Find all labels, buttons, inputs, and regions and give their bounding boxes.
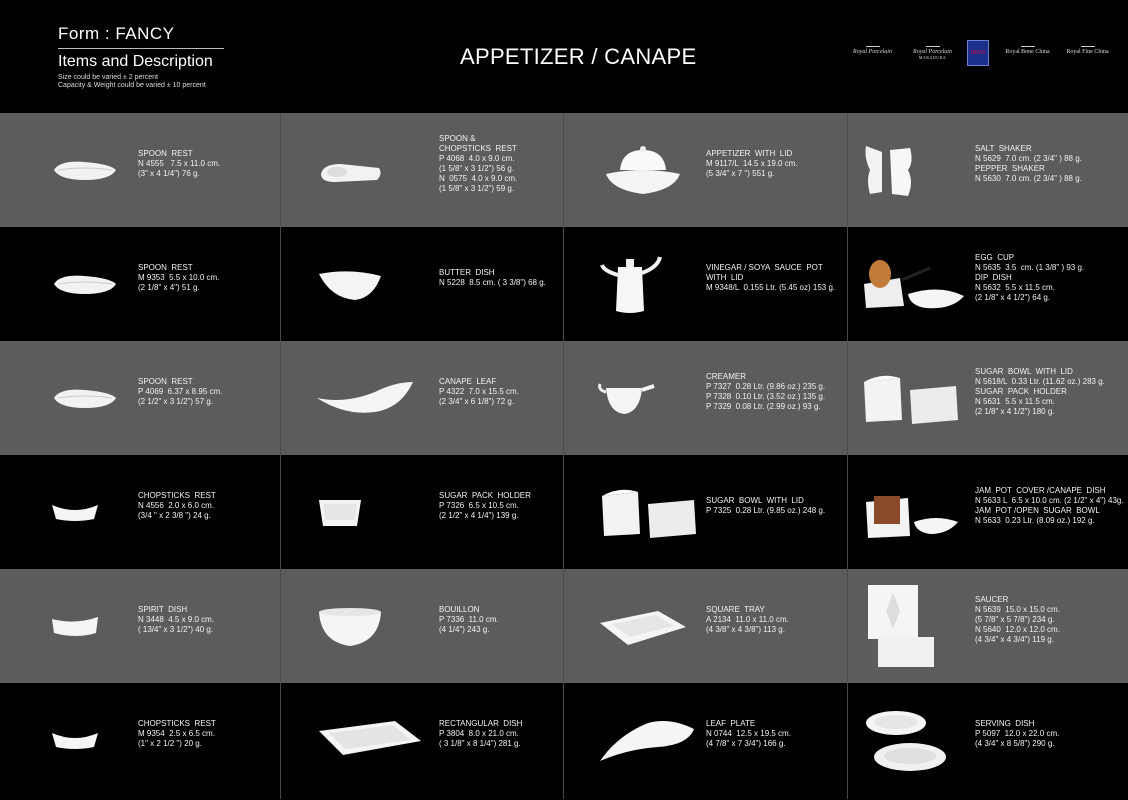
spoon-rest-icon xyxy=(50,378,120,423)
product-row xyxy=(0,227,1128,341)
product-cell xyxy=(0,341,280,455)
product-description xyxy=(706,496,825,516)
sugar-bowl-icon xyxy=(860,368,970,433)
product-spec: (2 1/8" x 4") 51 g. xyxy=(138,283,200,292)
product-cell xyxy=(563,341,847,455)
product-cell xyxy=(847,341,1128,455)
product-cell xyxy=(280,227,563,341)
product-spec: (4 3/4" x 8 5/8") 290 g. xyxy=(975,739,1055,748)
product-description xyxy=(706,605,789,635)
product-description xyxy=(138,491,216,521)
product-spec: P 7326 6.5 x 10.5 cm. xyxy=(439,501,519,510)
product-description xyxy=(706,149,798,179)
product-name: CANAPE LEAF xyxy=(439,377,497,386)
product-name: SPOON REST xyxy=(138,377,193,386)
divider xyxy=(58,48,224,49)
product-row xyxy=(0,683,1128,797)
product-cell xyxy=(847,683,1128,797)
product-name: CHOPSTICKS REST xyxy=(138,491,216,500)
brand-logo-devo: DEVO xyxy=(967,40,989,66)
product-spec: N 0575 4.0 x 9.0 cm. xyxy=(439,174,518,183)
product-name: SPOON REST xyxy=(138,263,193,272)
product-spec: N 4555 7.5 x 11.0 cm. xyxy=(138,159,221,168)
appetizer-with-lid-icon xyxy=(598,140,688,205)
product-name: RECTANGULAR DISH xyxy=(439,719,523,728)
sugar-pack-holder-icon xyxy=(315,494,365,535)
product-name: SPOON & xyxy=(439,134,476,143)
sauce-pot-icon xyxy=(598,249,668,324)
product-spec: N 5629 7.0 cm. (2 3/4" ) 88 g. xyxy=(975,154,1082,163)
brand-logo-royal-bone-china: Royal Bone China xyxy=(1000,40,1055,70)
salt-pepper-shaker-icon xyxy=(860,140,920,205)
egg-cup-icon xyxy=(860,254,970,319)
product-name: SPIRIT DISH xyxy=(138,605,188,614)
product-description xyxy=(439,719,522,749)
product-row xyxy=(0,569,1128,683)
product-spec: M 9117/L 14.5 x 19.0 cm. xyxy=(706,159,798,168)
product-spec: N 3448 4.5 x 9.0 cm. xyxy=(138,615,215,624)
product-spec: (4 3/8" x 4 3/8") 113 g. xyxy=(706,625,785,634)
product-spec: P 4068 4.0 x 9.0 cm. xyxy=(439,154,515,163)
jam-pot-icon xyxy=(860,482,960,547)
leaf-plate-icon xyxy=(598,715,698,770)
brand-logo-royal-fine-china: Royal Fine China xyxy=(1060,40,1115,70)
product-name: SUGAR BOWL WITH LID xyxy=(706,496,804,505)
product-cell xyxy=(847,227,1128,341)
product-description xyxy=(138,605,214,635)
product-spec: P 7325 0.28 Ltr. (9.85 oz.) 248 g. xyxy=(706,506,826,515)
bouillon-icon xyxy=(315,604,385,653)
chopsticks-rest-icon xyxy=(50,725,100,760)
product-spec: M 9348/L 0.155 Ltr. (5.45 oz) 153 g. xyxy=(706,283,836,292)
product-description xyxy=(975,367,1105,417)
product-name: SPOON REST xyxy=(138,149,193,158)
product-cell xyxy=(563,227,847,341)
product-spec: N 4556 2.0 x 6.0 cm. xyxy=(138,501,215,510)
product-spec: WITH LID xyxy=(706,273,744,282)
product-row xyxy=(0,341,1128,455)
product-name: JAM POT COVER /CANAPE DISH xyxy=(975,486,1106,495)
serving-dish-icon xyxy=(860,705,950,780)
product-cell xyxy=(847,113,1128,227)
product-spec: N 5632 5.5 x 11.5 cm. xyxy=(975,283,1055,292)
product-spec: (2 1/2" x 3 1/2") 57 g. xyxy=(138,397,214,406)
product-spec: ( 13/4" x 3 1/2") 40 g. xyxy=(138,625,214,634)
page-title: APPETIZER / CANAPE xyxy=(460,44,697,69)
spoon-rest-icon xyxy=(50,264,120,309)
canape-leaf-icon xyxy=(315,378,415,423)
product-description xyxy=(706,719,791,749)
product-name: CREAMER xyxy=(706,372,747,381)
product-spec: (1 5/8" x 3 1/2") 59 g. xyxy=(439,184,515,193)
product-spec: (2 1/8" x 4 1/2") 180 g. xyxy=(975,407,1055,416)
product-description xyxy=(975,253,1084,303)
product-name: SERVING DISH xyxy=(975,719,1035,728)
product-spec: DIP DISH xyxy=(975,273,1012,282)
product-description xyxy=(975,595,1060,645)
items-title: Items and Description xyxy=(58,53,213,70)
product-description xyxy=(975,719,1059,749)
product-cell xyxy=(0,227,280,341)
product-description xyxy=(439,268,546,288)
product-spec: P 3804 8.0 x 21.0 cm. xyxy=(439,729,519,738)
product-description xyxy=(706,263,835,293)
product-spec: P 7327 0.28 Ltr. (9.86 oz.) 235 g. xyxy=(706,382,826,391)
product-spec: N 5630 7.0 cm. (2 3/4" ) 88 g. xyxy=(975,174,1082,183)
product-description xyxy=(138,377,222,407)
product-spec: (3" x 4 1/4") 76 g. xyxy=(138,169,200,178)
product-name: SALT SHAKER xyxy=(975,144,1032,153)
product-spec: SUGAR PACK HOLDER xyxy=(975,387,1067,396)
product-cell xyxy=(0,113,280,227)
product-spec: P 7328 0.10 Ltr. (3.52 oz.) 135 g. xyxy=(706,392,826,401)
product-spec: ( 3 1/8" x 8 1/4") 281 g. xyxy=(439,739,521,748)
rectangular-dish-icon xyxy=(315,715,425,770)
product-spec: (5 3/4" x 7 ") 551 g. xyxy=(706,169,775,178)
product-spec: (1" x 2 1/2 ") 20 g. xyxy=(138,739,202,748)
product-spec: (2 3/4" x 6 1/8") 72 g. xyxy=(439,397,515,406)
product-description xyxy=(439,377,519,407)
product-spec: (4 1/4") 243 g. xyxy=(439,625,490,634)
capacity-note: Capacity & Weight could be varied ± 10 percent xyxy=(58,82,206,89)
product-description xyxy=(706,372,825,412)
product-spec: P 4069 6.37 x 8.95 cm. xyxy=(138,387,223,396)
product-spec: (2 1/2" x 4 1/4") 139 g. xyxy=(439,511,519,520)
product-cell xyxy=(847,569,1128,683)
product-description xyxy=(439,134,517,194)
product-spec: (4 7/8" x 7 3/4") 166 g. xyxy=(706,739,786,748)
product-name: SQUARE TRAY xyxy=(706,605,765,614)
product-cell xyxy=(847,455,1128,569)
product-row xyxy=(0,455,1128,569)
butter-dish-icon xyxy=(315,264,385,309)
sugar-bowl-icon xyxy=(598,482,708,547)
product-spec: (2 1/8" x 4 1/2") 64 g. xyxy=(975,293,1051,302)
product-name: SUGAR PACK HOLDER xyxy=(439,491,531,500)
brand-logos xyxy=(845,40,1115,70)
product-name: BOUILLON xyxy=(439,605,480,614)
spoon-chopsticks-rest-icon xyxy=(315,150,385,195)
product-spec: N 5633 L 6.5 x 10.0 cm. (2 1/2" x 4") 43g. xyxy=(975,496,1124,505)
product-description xyxy=(138,263,219,293)
product-spec: P 4322 7.0 x 15.5 cm. xyxy=(439,387,519,396)
product-spec: (5 7/8" x 5 7/8") 234 g. xyxy=(975,615,1055,624)
product-spec: CHOPSTICKS REST xyxy=(439,144,517,153)
product-cell xyxy=(280,113,563,227)
product-spec: N 5639 15.0 x 15.0 cm. xyxy=(975,605,1060,614)
product-spec: JAM POT /OPEN SUGAR BOWL xyxy=(975,506,1100,515)
product-description xyxy=(138,149,220,179)
product-cell xyxy=(280,569,563,683)
brand-logo-royal-porcelain-maradura: Royal Porcelain MARADURA xyxy=(905,40,960,70)
column-divider xyxy=(280,113,281,799)
product-name: EGG CUP xyxy=(975,253,1015,262)
product-name: SUGAR BOWL WITH LID xyxy=(975,367,1073,376)
product-cell xyxy=(563,569,847,683)
product-name: APPETIZER WITH LID xyxy=(706,149,793,158)
product-name: VINEGAR / SOYA SAUCE POT xyxy=(706,263,823,272)
product-spec: N 5640 12.0 x 12.0 cm. xyxy=(975,625,1060,634)
product-cell xyxy=(0,455,280,569)
product-spec: M 9353 5.5 x 10.0 cm. xyxy=(138,273,220,282)
product-name: BUTTER DISH xyxy=(439,268,495,277)
size-note: Size could be varied ± 2 percent xyxy=(58,74,158,81)
product-spec: N 5633 0.23 Ltr. (8.09 oz.) 192 g. xyxy=(975,516,1095,525)
product-cell xyxy=(0,569,280,683)
product-spec: N 5635 3.5 cm. (1 3/8" ) 93 g. xyxy=(975,263,1085,272)
product-cell xyxy=(280,455,563,569)
product-cell xyxy=(0,683,280,797)
column-divider xyxy=(563,113,564,799)
product-cell xyxy=(563,683,847,797)
product-spec: N 0744 12.5 x 19.5 cm. xyxy=(706,729,791,738)
product-cell xyxy=(280,341,563,455)
product-name: CHOPSTICKS REST xyxy=(138,719,216,728)
product-spec: M 9354 2.5 x 6.5 cm. xyxy=(138,729,215,738)
spirit-dish-icon xyxy=(50,611,100,646)
brand-logo-royal-porcelain: Royal Porcelain xyxy=(845,40,900,70)
form-title: Form : FANCY xyxy=(58,24,175,43)
product-cell xyxy=(563,113,847,227)
product-spec: N 5631 5.5 x 11.5 cm. xyxy=(975,397,1055,406)
chopsticks-rest-icon xyxy=(50,497,100,532)
product-spec: (3/4 " x 2 3/8 ") 24 g. xyxy=(138,511,211,520)
product-spec: N 5228 8.5 cm. ( 3 3/8") 68 g. xyxy=(439,278,546,287)
product-spec: P 7329 0.08 Ltr. (2.99 oz.) 93 g. xyxy=(706,402,821,411)
product-spec: (1 5/8" x 3 1/2") 56 g. xyxy=(439,164,515,173)
product-description xyxy=(439,605,499,635)
product-row xyxy=(0,113,1128,227)
product-description xyxy=(975,486,1124,526)
spoon-rest-icon xyxy=(50,150,120,195)
product-description xyxy=(138,719,216,749)
product-spec: PEPPER SHAKER xyxy=(975,164,1045,173)
product-name: SAUCER xyxy=(975,595,1009,604)
product-spec: (4 3/4" x 4 3/4") 119 g. xyxy=(975,635,1054,644)
product-grid xyxy=(0,113,1128,799)
product-name: LEAF PLATE xyxy=(706,719,756,728)
column-divider xyxy=(847,113,848,799)
square-tray-icon xyxy=(598,601,688,656)
product-cell xyxy=(563,455,847,569)
product-spec: A 2134 11.0 x 11.0 cm. xyxy=(706,615,789,624)
product-spec: N 5618/L 0.33 Ltr. (11.62 oz.) 283 g. xyxy=(975,377,1105,386)
product-cell xyxy=(280,683,563,797)
header xyxy=(0,0,1128,113)
product-spec: P 5097 12.0 x 22.0 cm. xyxy=(975,729,1060,738)
product-description xyxy=(439,491,531,521)
product-spec: P 7336 11.0 cm. xyxy=(439,615,499,624)
creamer-icon xyxy=(598,378,658,423)
saucer-icon xyxy=(860,581,940,676)
product-description xyxy=(975,144,1082,184)
